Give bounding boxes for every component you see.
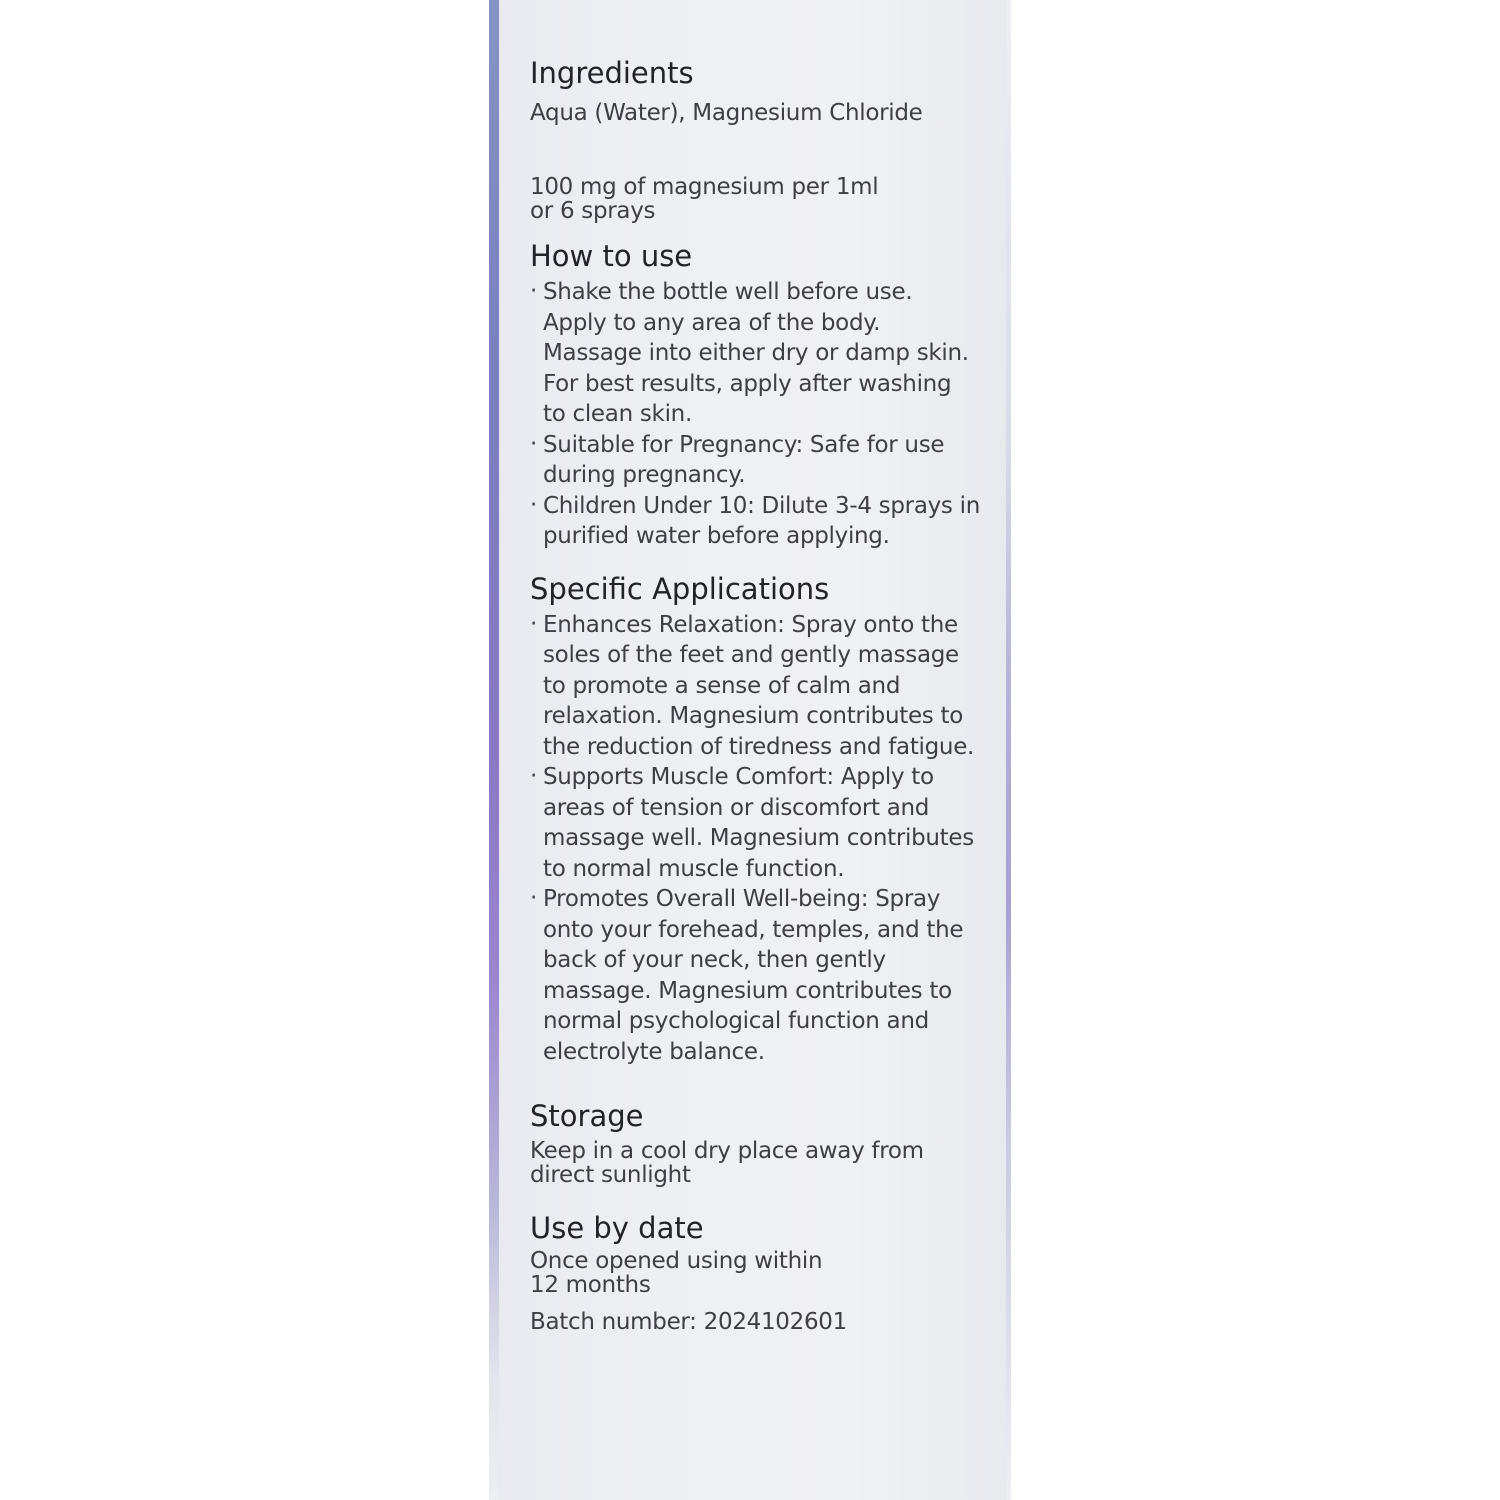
dosage-info	[530, 175, 980, 223]
product-box-side-panel	[489, 0, 1011, 1500]
use-by-line-2: 12 months	[530, 1272, 651, 1298]
application-item: · Supports Muscle Comfort: Apply to areas of tension or discomfort and massage well. Magnesium contributes to normal muscle function.	[530, 762, 980, 884]
how-to-use-item: · Suitable for Pregnancy: Safe for use during pregnancy.	[530, 430, 980, 491]
specific-applications-list	[530, 610, 980, 1068]
ingredients-heading: Ingredients	[530, 56, 694, 90]
storage-heading: Storage	[530, 1099, 644, 1133]
application-item: · Promotes Overall Well-being: Spray onto your forehead, temples, and the back of your neck, then gently massage. Magnesium contributes to normal psychological function and electrolyte balance.	[530, 884, 980, 1067]
specific-applications-heading: Specific Applications	[530, 571, 830, 606]
batch-number: Batch number: 2024102601	[530, 1309, 847, 1335]
specific-applications-section	[530, 570, 980, 1068]
dosage-line-1: 100 mg of magnesium per 1ml	[530, 174, 879, 200]
storage-text	[530, 1139, 980, 1187]
ingredients-section	[530, 54, 980, 223]
use-by-heading: Use by date	[530, 1211, 704, 1245]
use-by-text	[530, 1249, 980, 1297]
how-to-use-item: · Children Under 10: Dilute 3-4 sprays in purified water before applying.	[530, 491, 980, 552]
how-to-use-section	[530, 237, 980, 552]
how-to-use-heading: How to use	[530, 239, 693, 273]
storage-line-2: direct sunlight	[530, 1162, 691, 1188]
ingredients-text: Aqua (Water), Magnesium Chloride	[530, 100, 923, 126]
use-by-line-1: Once opened using within	[530, 1248, 823, 1274]
how-to-use-item: · Shake the bottle well before use. Apply to any area of the body. Massage into either dry or damp skin. For best results, apply after washing to clean skin.	[530, 277, 980, 430]
use-by-section	[530, 1209, 980, 1338]
how-to-use-list	[530, 277, 980, 552]
storage-line-1: Keep in a cool dry place away from	[530, 1138, 924, 1164]
box-right-edge-decoration	[1006, 0, 1011, 1500]
dosage-line-2: or 6 sprays	[530, 198, 656, 224]
application-item: · Enhances Relaxation: Spray onto the soles of the feet and gently massage to promote a sense of calm and relaxation. Magnesium contributes to the reduction of tiredness and fatigue.	[530, 610, 980, 763]
label-text-block	[530, 54, 980, 1338]
storage-section	[530, 1097, 980, 1187]
box-left-edge-decoration	[489, 0, 499, 1500]
